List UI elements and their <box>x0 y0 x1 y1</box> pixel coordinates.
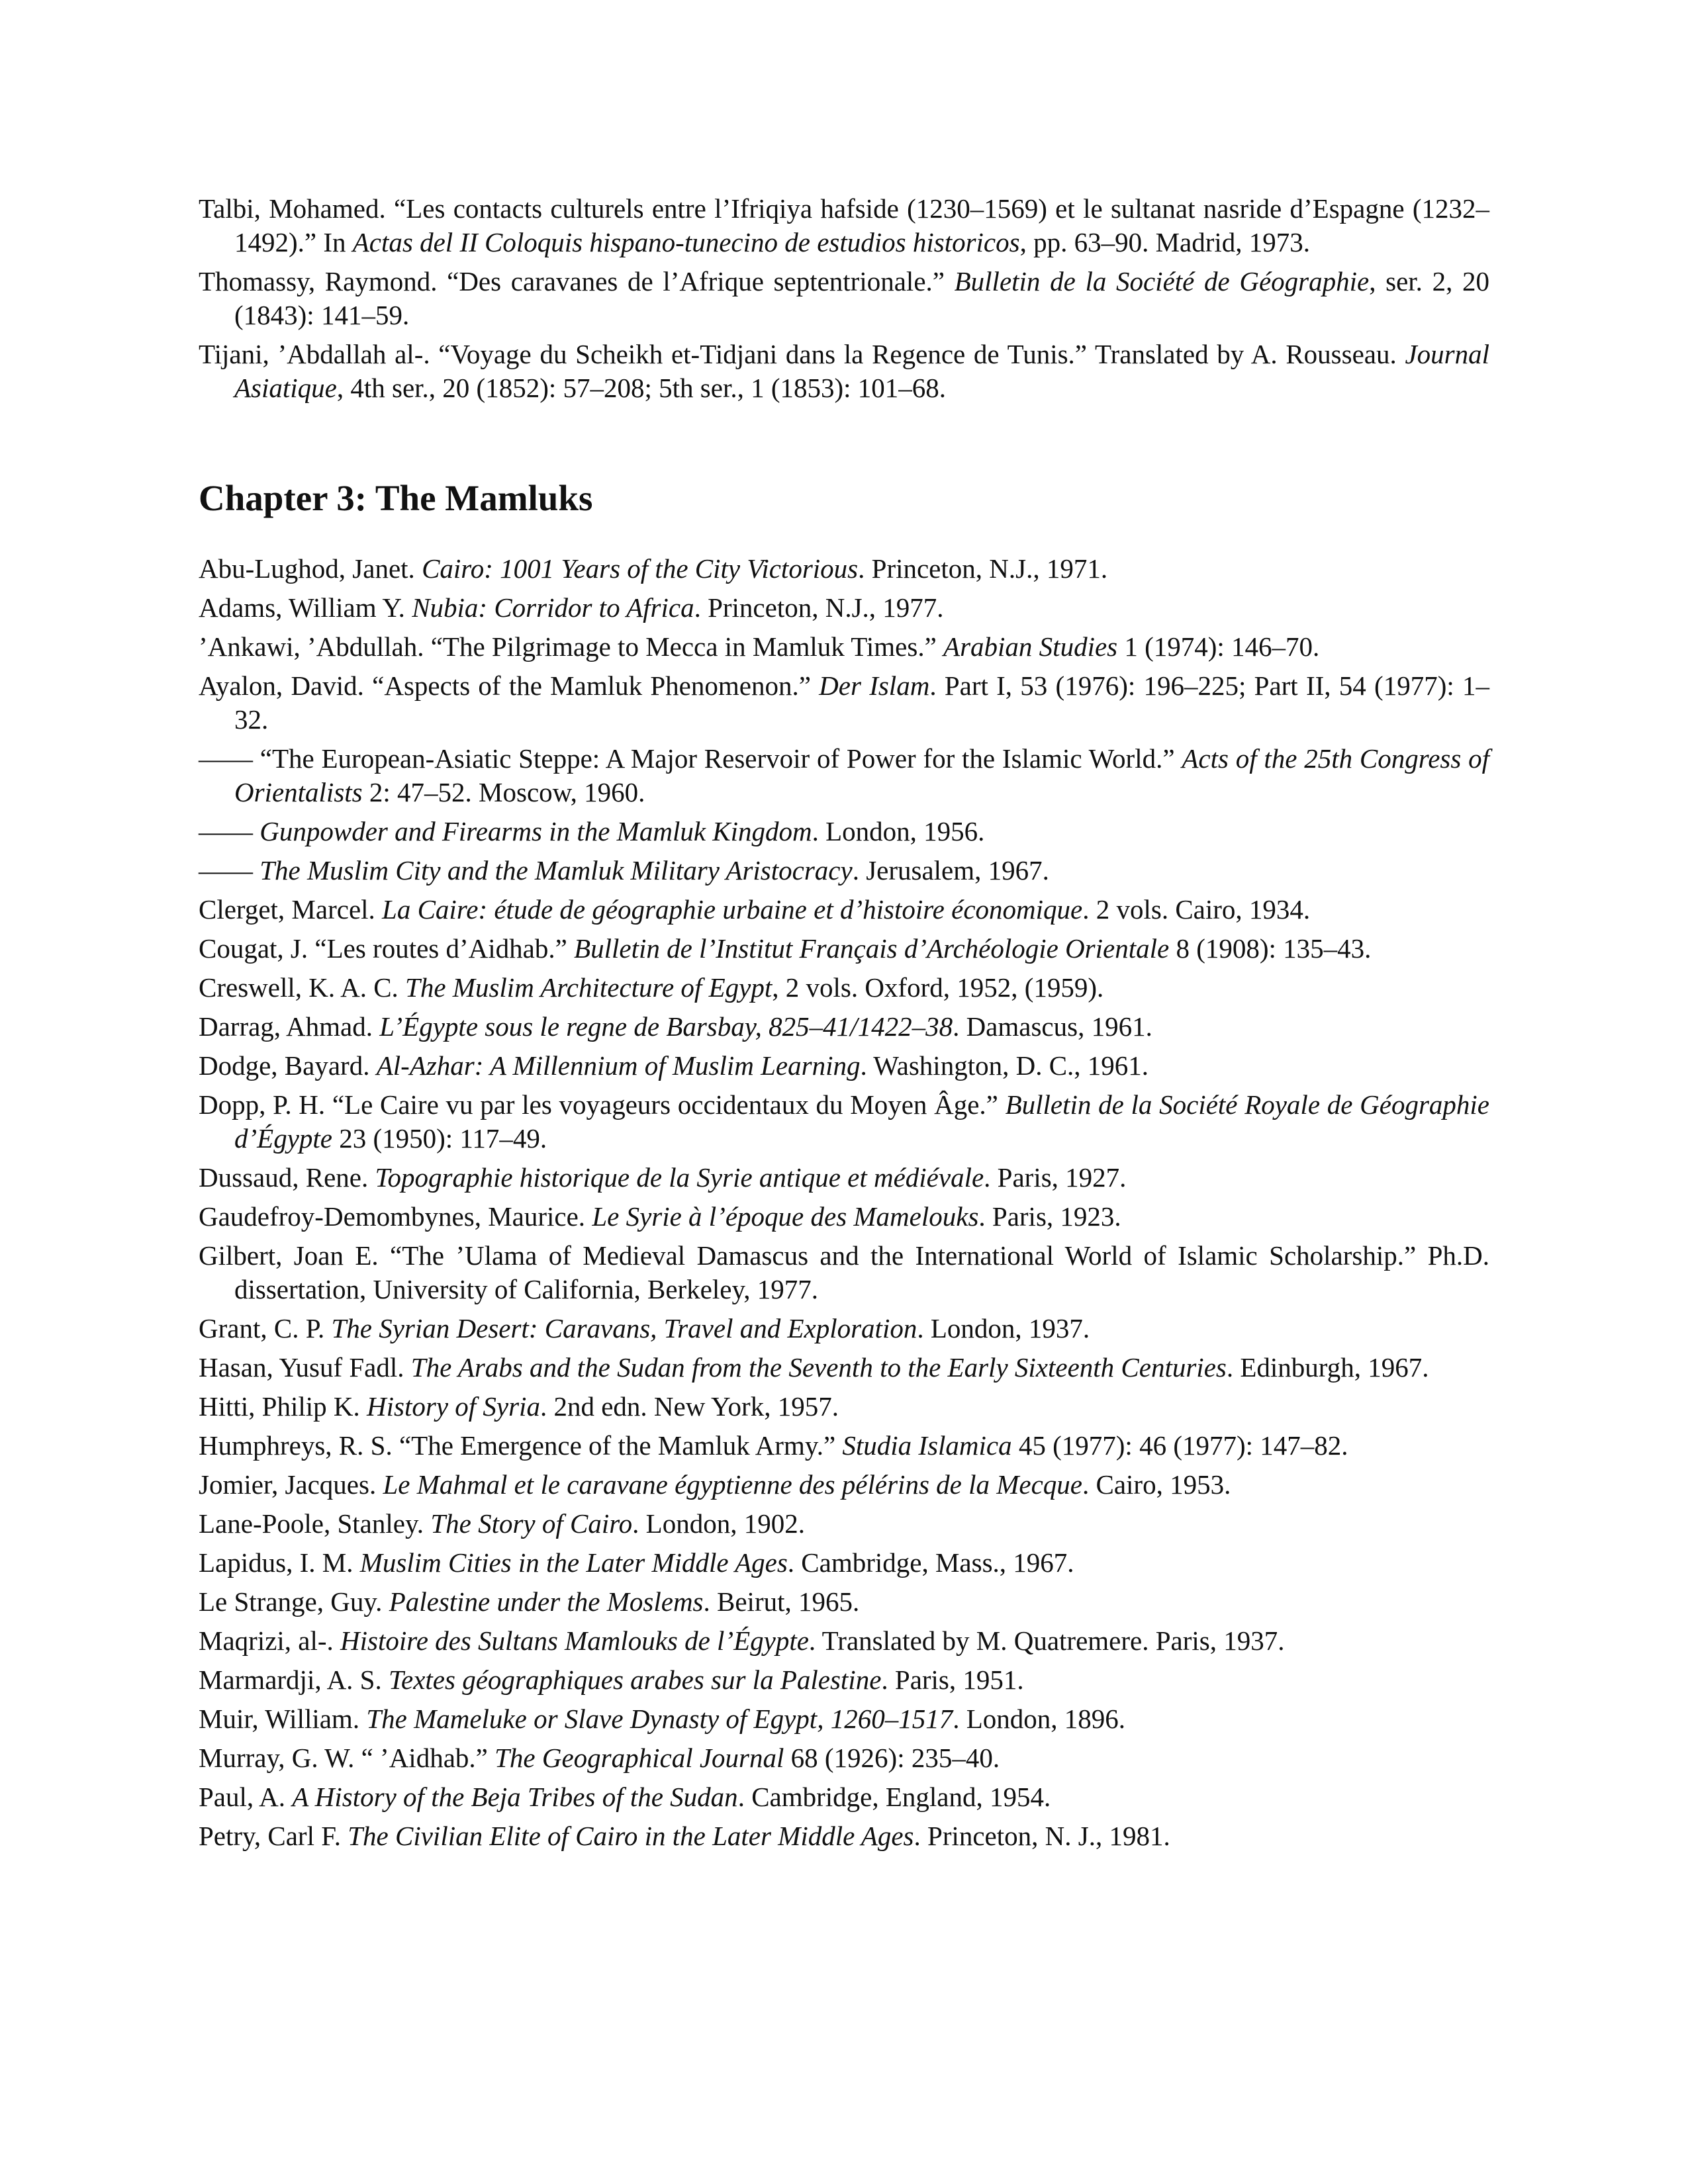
entry-title-italic: Studia Islamica <box>842 1430 1012 1461</box>
entry-text: . Part I, 53 (1976): 196–225; Part II, 54 (1977): 1–32. <box>234 670 1489 735</box>
entry-title-italic: Cairo: 1001 Years of the City Victorious <box>422 553 859 584</box>
entry-title-italic: Bulletin de la Société de Géographie <box>954 266 1370 296</box>
entry-text: Muir, William. <box>199 1704 367 1734</box>
entry-text: . Princeton, N. J., 1981. <box>914 1821 1170 1851</box>
entry-text: . London, 1902. <box>632 1508 805 1539</box>
entry-text: Lapidus, I. M. <box>199 1547 360 1578</box>
entry-text: Le Strange, Guy. <box>199 1586 389 1617</box>
bibliography-entry <box>199 971 1489 1005</box>
entry-text: , 2 vols. Oxford, 1952, (1959). <box>772 972 1104 1003</box>
entry-title-italic: Nubia: Corridor to Africa <box>412 592 694 623</box>
entry-text: Talbi, Mohamed. “Les contacts culturels entre l’Ifriqiya hafside (1230–1569) et le sultanat nasride d’Espagne (1232–1492).” In <box>199 193 1489 257</box>
entry-text: Hitti, Philip K. <box>199 1391 367 1422</box>
entry-text: Clerget, Marcel. <box>199 894 383 925</box>
entry-text: Paul, A. <box>199 1782 293 1812</box>
bibliography-entry <box>199 1663 1489 1697</box>
entry-text: Ayalon, David. “Aspects of the Mamluk Phenomenon.” <box>199 670 820 701</box>
bibliography-entry <box>199 932 1489 966</box>
bibliography-entry <box>199 893 1489 927</box>
bibliography-entry <box>199 1624 1489 1658</box>
entry-text: Gilbert, Joan E. “The ’Ulama of Medieval Damascus and the International World of Islamic Scholarship.” Ph.D. dissertation, University of California, Berkeley, 1977. <box>199 1240 1489 1304</box>
entry-text: Lane-Poole, Stanley. <box>199 1508 431 1539</box>
entry-title-italic: The Story of Cairo <box>430 1508 633 1539</box>
entry-text: . Cairo, 1953. <box>1082 1469 1231 1500</box>
entry-text: Murray, G. W. “ ’Aidhab.” <box>199 1743 495 1773</box>
entry-text: Grant, C. P. <box>199 1313 332 1343</box>
entry-text: . Edinburgh, 1967. <box>1226 1352 1429 1383</box>
bibliography-entry <box>199 854 1489 887</box>
entry-title-italic: The Muslim Architecture of Egypt <box>405 972 773 1003</box>
entry-text: ’Ankawi, ’Abdullah. “The Pilgrimage to Mecca in Mamluk Times.” <box>199 631 944 662</box>
entry-text: . London, 1956. <box>812 816 985 846</box>
bibliography-entry <box>199 1702 1489 1736</box>
bibliography-entry <box>199 1351 1489 1385</box>
entry-title-italic: Al-Azhar: A Millennium of Muslim Learning <box>376 1050 861 1081</box>
bibliography-entry <box>199 1010 1489 1044</box>
chapter-entries <box>199 552 1489 1853</box>
entry-title-italic: The Muslim City and the Mamluk Military Aristocracy <box>259 855 853 886</box>
bibliography-entry <box>199 591 1489 625</box>
entry-title-italic: Bulletin de l’Institut Français d’Archéologie Orientale <box>574 933 1170 964</box>
entry-title-italic: Le Syrie à l’époque des Mamelouks <box>592 1201 979 1232</box>
entry-text: 23 (1950): 117–49. <box>332 1123 547 1154</box>
entry-text: Dussaud, Rene. <box>199 1162 375 1193</box>
entry-text: 1 (1974): 146–70. <box>1117 631 1320 662</box>
bibliography-entry <box>199 1819 1489 1853</box>
entry-title-italic: L’Égypte sous le regne de Barsbay, 825–41/1422–38 <box>379 1011 953 1042</box>
entry-text: . 2 vols. Cairo, 1934. <box>1082 894 1311 925</box>
entry-text: . Paris, 1923. <box>978 1201 1121 1232</box>
entry-title-italic: Journal Asiatique <box>234 339 1489 403</box>
entry-text: —— <box>199 855 260 886</box>
entry-text: Dopp, P. H. “Le Caire vu par les voyageurs occidentaux du Moyen Âge.” <box>199 1089 1006 1120</box>
entry-text: . Washington, D. C., 1961. <box>860 1050 1149 1081</box>
entry-text: Darrag, Ahmad. <box>199 1011 380 1042</box>
entry-title-italic: The Mameluke or Slave Dynasty of Egypt, 1260–1517 <box>366 1704 953 1734</box>
entry-text: . Jerusalem, 1967. <box>852 855 1049 886</box>
bibliography-entry <box>199 742 1489 809</box>
bibliography-entry <box>199 1780 1489 1814</box>
entry-text: 45 (1977): 46 (1977): 147–82. <box>1011 1430 1348 1461</box>
entry-title-italic: Bulletin de la Société Royale de Géographie d’Égypte <box>234 1089 1489 1154</box>
entry-text: 68 (1926): 235–40. <box>784 1743 1000 1773</box>
bibliography-entry <box>199 1239 1489 1306</box>
entry-text: . 2nd edn. New York, 1957. <box>539 1391 839 1422</box>
bibliography-entry <box>199 1546 1489 1580</box>
entry-text: , pp. 63–90. Madrid, 1973. <box>1019 227 1311 257</box>
chapter-heading: Chapter 3: The Mamluks <box>199 478 593 518</box>
entry-text: Adams, William Y. <box>199 592 412 623</box>
entry-text: Tijani, ’Abdallah al-. “Voyage du Scheikh et-Tidjani dans la Regence de Tunis.” Translated by A. Rousseau. <box>199 339 1405 369</box>
bibliography-entry <box>199 1429 1489 1463</box>
entry-title-italic: The Arabs and the Sudan from the Seventh to the Early Sixteenth Centuries <box>410 1352 1227 1383</box>
bibliography-entry <box>199 1390 1489 1424</box>
entry-text: Abu-Lughod, Janet. <box>199 553 422 584</box>
entry-text: , 4th ser., 20 (1852): 57–208; 5th ser., 1 (1853): 101–68. <box>336 373 947 403</box>
bibliography-entry <box>199 552 1489 586</box>
entry-title-italic: Muslim Cities in the Later Middle Ages <box>359 1547 788 1578</box>
entry-title-italic: Arabian Studies <box>943 631 1118 662</box>
bibliography-entry <box>199 338 1489 405</box>
entry-title-italic: The Civilian Elite of Cairo in the Later Middle Ages <box>348 1821 914 1851</box>
entry-text: . Beirut, 1965. <box>703 1586 860 1617</box>
entry-text: Dodge, Bayard. <box>199 1050 377 1081</box>
entry-title-italic: Histoire des Sultans Mamlouks de l’Égypte <box>340 1625 809 1656</box>
entry-title-italic: La Caire: étude de géographie urbaine et d’histoire économique <box>382 894 1083 925</box>
entry-text: Jomier, Jacques. <box>199 1469 383 1500</box>
bibliography-entry <box>199 1088 1489 1156</box>
entry-title-italic: The Syrian Desert: Caravans, Travel and Exploration <box>331 1313 917 1343</box>
bibliography-entry <box>199 815 1489 848</box>
bibliography-entry <box>199 630 1489 664</box>
entry-text: . Translated by M. Quatremere. Paris, 1937. <box>808 1625 1285 1656</box>
entry-text: Humphreys, R. S. “The Emergence of the Mamluk Army.” <box>199 1430 843 1461</box>
entry-title-italic: Palestine under the Moslems <box>389 1586 704 1617</box>
entry-text: 2: 47–52. Moscow, 1960. <box>362 777 645 807</box>
entry-title-italic: Le Mahmal et le caravane égyptienne des pélérins de la Mecque <box>383 1469 1082 1500</box>
entry-title-italic: History of Syria <box>367 1391 540 1422</box>
bibliography-entry <box>199 1200 1489 1234</box>
entry-text: —— <box>199 816 260 846</box>
bibliography-entry <box>199 1312 1489 1345</box>
bibliography-entry <box>199 1161 1489 1195</box>
entry-text: , ser. 2, 20 (1843): 141–59. <box>234 266 1489 330</box>
entry-title-italic: Der Islam <box>819 670 930 701</box>
entry-text: 8 (1908): 135–43. <box>1169 933 1372 964</box>
bibliography-entry <box>199 669 1489 737</box>
entry-text: Maqrizi, al-. <box>199 1625 341 1656</box>
entry-text: . Damascus, 1961. <box>953 1011 1152 1042</box>
entry-text: . Cambridge, England, 1954. <box>737 1782 1051 1812</box>
entry-text: —— “The European-Asiatic Steppe: A Major Reservoir of Power for the Islamic World.” <box>199 743 1182 774</box>
bibliography-entry <box>199 1741 1489 1775</box>
entry-title-italic: The Geographical Journal <box>494 1743 784 1773</box>
entry-text: Hasan, Yusuf Fadl. <box>199 1352 411 1383</box>
entry-title-italic: Gunpowder and Firearms in the Mamluk Kingdom <box>259 816 812 846</box>
entry-text: Thomassy, Raymond. “Des caravanes de l’Afrique septentrionale.” <box>199 266 955 296</box>
entry-text: Creswell, K. A. C. <box>199 972 406 1003</box>
bibliography-entry <box>199 1585 1489 1619</box>
entry-title-italic: Acts of the 25th Congress of Orientalists <box>234 743 1489 807</box>
entry-title-italic: A History of the Beja Tribes of the Sudan <box>292 1782 738 1812</box>
entry-text: . Paris, 1927. <box>984 1162 1127 1193</box>
section-gap <box>199 410 1489 477</box>
entry-title-italic: Textes géographiques arabes sur la Palestine <box>388 1664 882 1695</box>
top-entries <box>199 192 1489 405</box>
bibliography-entry <box>199 1507 1489 1541</box>
entry-text: . Cambridge, Mass., 1967. <box>787 1547 1074 1578</box>
bibliography-page <box>199 192 1489 1858</box>
bibliography-entry <box>199 1049 1489 1083</box>
entry-text: . London, 1937. <box>917 1313 1090 1343</box>
entry-text: Gaudefroy-Demombynes, Maurice. <box>199 1201 592 1232</box>
entry-text: Cougat, J. “Les routes d’Aidhab.” <box>199 933 575 964</box>
entry-text: . Princeton, N.J., 1977. <box>694 592 944 623</box>
entry-text: Marmardji, A. S. <box>199 1664 389 1695</box>
bibliography-entry <box>199 1468 1489 1502</box>
entry-text: Petry, Carl F. <box>199 1821 348 1851</box>
entry-title-italic: Topographie historique de la Syrie antique et médiévale <box>375 1162 984 1193</box>
entry-text: . Paris, 1951. <box>881 1664 1024 1695</box>
bibliography-entry <box>199 192 1489 259</box>
entry-text: . Princeton, N.J., 1971. <box>858 553 1108 584</box>
entry-text: . London, 1896. <box>953 1704 1125 1734</box>
bibliography-entry <box>199 265 1489 332</box>
entry-title-italic: Actas del II Coloquis hispano-tunecino de estudios historicos <box>352 227 1020 257</box>
